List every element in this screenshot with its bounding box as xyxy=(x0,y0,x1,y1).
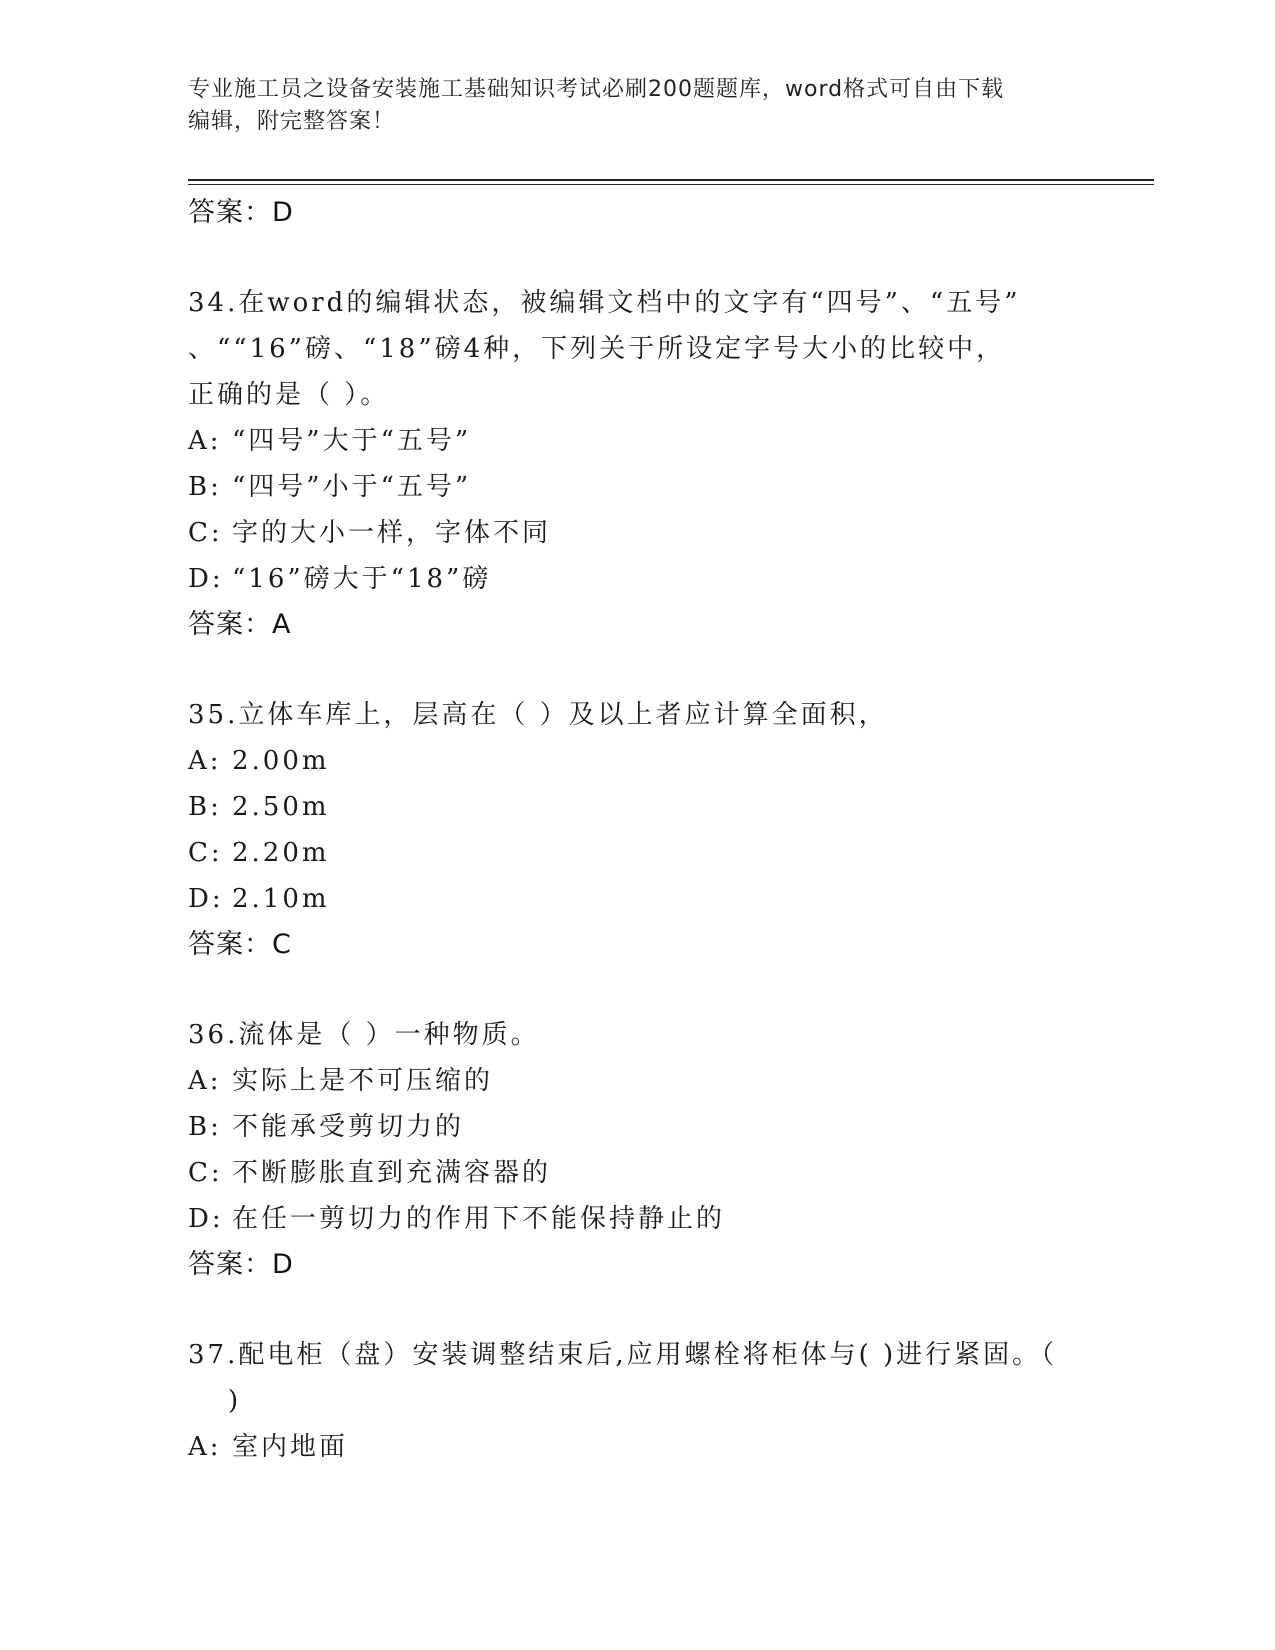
option-a xyxy=(188,738,1068,784)
option-letter: A: xyxy=(188,1066,222,1096)
option-a xyxy=(188,418,1068,464)
option-text: 2.10m xyxy=(232,884,330,914)
answer-line: 答案：D xyxy=(188,1249,294,1280)
option-a xyxy=(188,1424,1068,1470)
option-b xyxy=(188,1104,1068,1150)
option-text: 实际上是不可压缩的 xyxy=(232,1066,494,1096)
option-text: 2.20m xyxy=(232,838,330,868)
option-text: 字的大小一样，字体不同 xyxy=(232,518,552,548)
option-b xyxy=(188,464,1068,510)
option-text: 2.00m xyxy=(232,746,330,776)
header-title-line-2: 编辑，附完整答案！ xyxy=(188,109,396,134)
question-text-line: 正确的是（ ）。 xyxy=(188,380,390,410)
document-header xyxy=(188,74,1068,138)
document-body xyxy=(188,190,1068,1470)
answer-line: 答案：A xyxy=(188,609,292,640)
option-letter: B: xyxy=(188,792,222,822)
option-b xyxy=(188,784,1068,830)
option-d xyxy=(188,876,1068,922)
option-text: 在任一剪切力的作用下不能保持静止的 xyxy=(232,1204,726,1234)
option-c xyxy=(188,1150,1068,1196)
question-37 xyxy=(188,1332,1068,1470)
option-letter: B: xyxy=(188,1112,222,1142)
option-letter: C: xyxy=(188,1158,223,1188)
option-text: “四号”小于“五号” xyxy=(232,472,472,502)
option-c xyxy=(188,510,1068,556)
option-c xyxy=(188,830,1068,876)
question-text-line: 、““16”磅、“18”磅4种，下列关于所设定字号大小的比较中， xyxy=(188,334,1006,364)
question-35 xyxy=(188,692,1068,968)
header-rule-thin xyxy=(188,184,1154,185)
option-text: “16”磅大于“18”磅 xyxy=(232,564,492,594)
option-letter: D: xyxy=(188,884,224,914)
option-a xyxy=(188,1058,1068,1104)
option-letter: A: xyxy=(188,746,222,776)
question-text-line: 37.配电柜（盘）安装调整结束后,应用螺栓将柜体与( )进行紧固。（ xyxy=(188,1340,1058,1370)
option-text: 不能承受剪切力的 xyxy=(232,1112,465,1142)
option-letter: A: xyxy=(188,426,222,456)
option-letter: C: xyxy=(188,518,223,548)
option-letter: D: xyxy=(188,1204,224,1234)
option-letter: D: xyxy=(188,564,224,594)
question-text-line: ) xyxy=(228,1386,242,1416)
question-text-line: 35.立体车库上，层高在（ ）及以上者应计算全面积， xyxy=(188,700,888,730)
answer-line: 答案：D xyxy=(188,197,294,228)
option-letter: A: xyxy=(188,1432,222,1462)
option-text: 室内地面 xyxy=(232,1432,349,1462)
option-text: 不断膨胀直到充满容器的 xyxy=(232,1158,552,1188)
option-text: “四号”大于“五号” xyxy=(232,426,472,456)
question-text-line: 36.流体是（ ）一种物质。 xyxy=(188,1020,540,1050)
option-text: 2.50m xyxy=(232,792,330,822)
option-d xyxy=(188,1196,1068,1242)
option-d xyxy=(188,556,1068,602)
header-rule-thick xyxy=(188,179,1154,181)
header-title-line-1: 专业施工员之设备安装施工基础知识考试必刷200题题库，word格式可自由下载 xyxy=(188,77,1005,102)
option-letter: C: xyxy=(188,838,223,868)
option-letter: B: xyxy=(188,472,222,502)
answer-line: 答案：C xyxy=(188,929,292,960)
question-36 xyxy=(188,1012,1068,1288)
question-text-line: 34.在word的编辑状态，被编辑文档中的文字有“四号”、“五号” xyxy=(188,288,1021,318)
question-34 xyxy=(188,280,1068,648)
